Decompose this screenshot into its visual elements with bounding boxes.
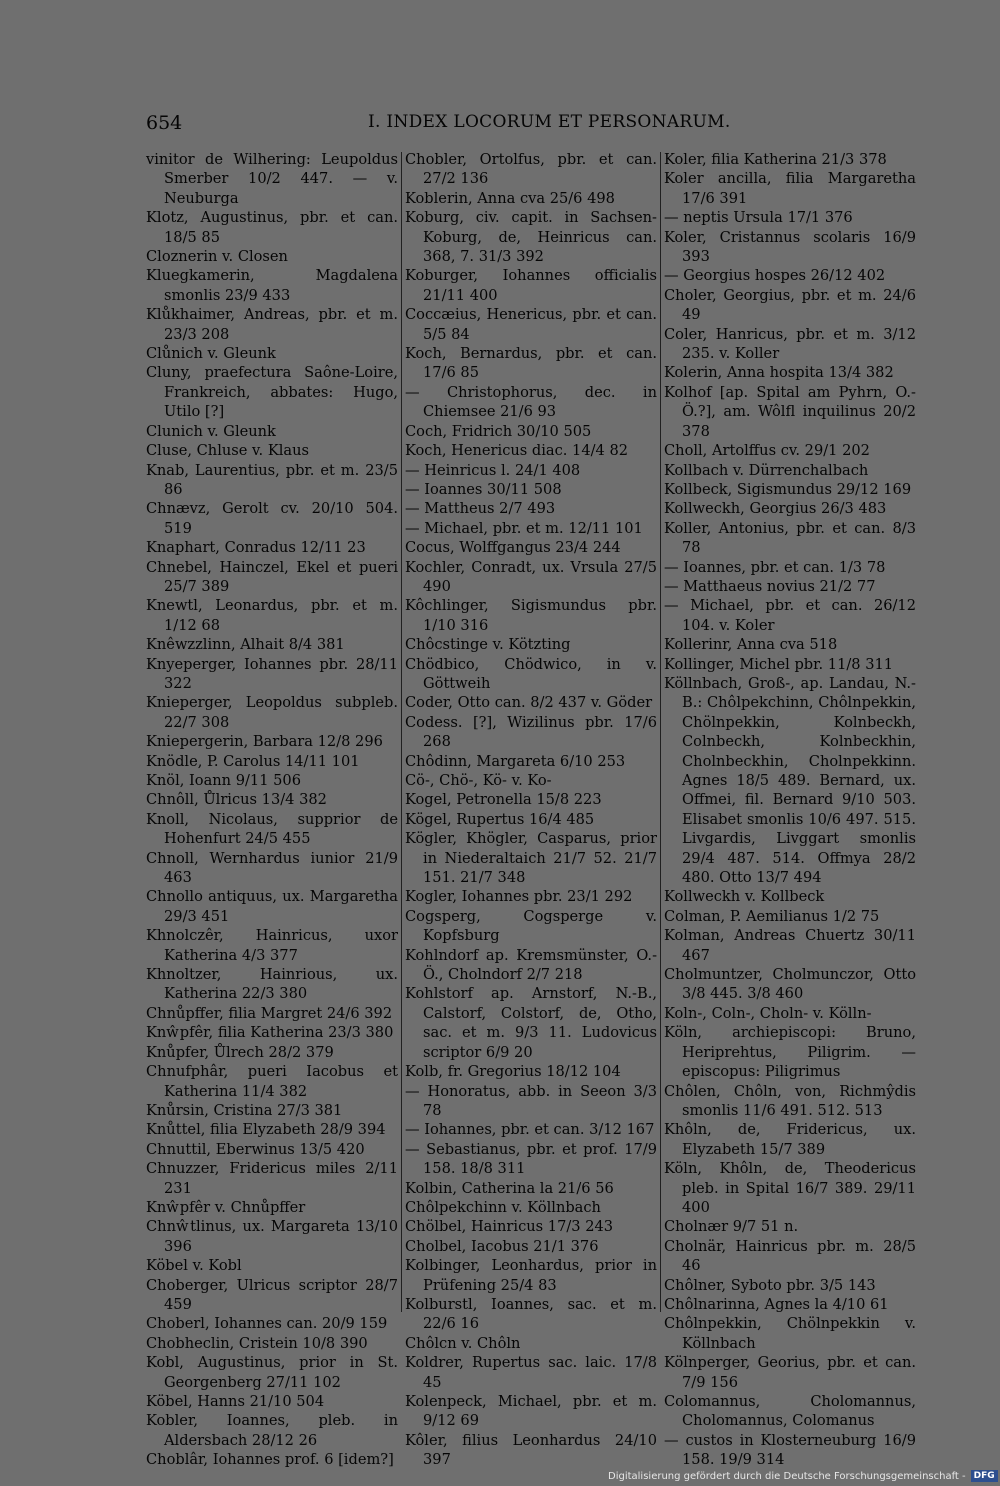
index-entry: Kohlstorf ap. Arnstorf, N.-B., Calstorf, Colstorf, de, Otho, sac. et m. 9/3 11. Ludovicus scriptor 6/9 20 xyxy=(405,985,657,1061)
index-entry: Knödle, P. Carolus 14/11 101 xyxy=(146,752,360,770)
index-entry: Knaphart, Conradus 12/11 23 xyxy=(146,539,366,557)
index-entry: Cogsperg, Cogsperge v. Kopfsburg xyxy=(405,907,657,945)
column-divider xyxy=(660,152,661,1312)
index-entry: Coder, Otto can. 8/2 437 v. Göder xyxy=(405,694,653,712)
index-entry: Koburger, Iohannes officialis 21/11 400 xyxy=(405,267,657,304)
index-entry: Kogel, Petronella 15/8 223 xyxy=(405,791,602,809)
index-entry: Koblerin, Anna cva 25/6 498 xyxy=(405,189,615,207)
index-entry: — Iohannes, pbr. et can. 3/12 167 xyxy=(405,1121,655,1139)
index-entry: Choler, Georgius, pbr. et m. 24/6 49 xyxy=(664,286,916,324)
index-entry: Cholbel, Iacobus 21/1 376 xyxy=(405,1237,599,1255)
index-entry: Koch, Henericus diac. 14/4 82 xyxy=(405,442,629,460)
index-entry: Chnollo antiquus, ux. Margaretha 29/3 451 xyxy=(146,888,398,925)
index-entry: Chnufphâr, pueri Iacobus et Katherina 11/4 382 xyxy=(146,1063,398,1100)
index-entry: Kollbach v. Dürrenchalbach xyxy=(664,461,869,479)
index-entry: — Michael, pbr. et can. 26/12 104. v. Koler xyxy=(664,597,916,634)
index-entry: Chnævz, Gerolt cv. 20/10 504. 519 xyxy=(146,500,398,537)
index-entry: Clůnich v. Gleunk xyxy=(146,345,276,363)
index-entry: Koln-, Coln-, Choln- v. Kölln- xyxy=(664,1004,872,1022)
index-entry: — Michael, pbr. et m. 12/11 101 xyxy=(405,519,643,537)
index-entry: Knůrsin, Cristina 27/3 381 xyxy=(146,1101,343,1119)
digitization-footer xyxy=(608,1470,998,1484)
index-entry: Knêwzzlinn, Alhait 8/4 381 xyxy=(146,636,345,654)
index-entry: Chnŵtlinus, ux. Margareta 13/10 396 xyxy=(146,1218,398,1255)
index-entry: — Christophorus, dec. in Chiemsee 21/6 93 xyxy=(405,383,657,421)
index-entry: Chôlnarinna, Agnes la 4/10 61 xyxy=(664,1295,889,1313)
index-entry: Colomannus, Cholomannus, Cholomannus, Colomanus xyxy=(664,1393,916,1430)
index-entry: Köbel v. Kobl xyxy=(146,1257,242,1275)
index-entry: Chôlpekchinn v. Köllnbach xyxy=(405,1198,601,1216)
index-entry: Knŵpfêr v. Chnůpffer xyxy=(146,1198,306,1216)
index-entry: Cö-, Chö-, Kö- v. Ko- xyxy=(405,772,552,789)
index-entry: Knab, Laurentius, pbr. et m. 23/5 86 xyxy=(146,461,398,498)
index-entry: Chôlcn v. Chôln xyxy=(405,1334,521,1352)
index-entry: Choberl, Iohannes can. 20/9 159 xyxy=(146,1315,388,1333)
index-entry: Chnuzzer, Fridericus miles 2/11 231 xyxy=(146,1160,398,1197)
index-entry: Khnoltzer, Hainrious, ux. Katherina 22/3 380 xyxy=(146,966,398,1003)
index-entry: Köbel, Hanns 21/10 504 xyxy=(146,1393,325,1410)
index-entry: Kolb, fr. Gregorius 18/12 104 xyxy=(405,1063,621,1081)
index-entry: Koler ancilla, filia Margaretha 17/6 391 xyxy=(664,170,916,207)
index-entry: — Matthaeus novius 21/2 77 xyxy=(664,577,876,595)
index-entry: Kölnperger, Georius, pbr. et can. 7/9 156 xyxy=(664,1354,916,1391)
index-entry: Chnôll, Ůlricus 13/4 382 xyxy=(146,791,327,809)
index-entry: Kolbin, Catherina la 21/6 56 xyxy=(405,1179,614,1197)
index-entry: Cholnär, Hainricus pbr. m. 28/5 46 xyxy=(664,1237,916,1275)
index-entry: Chobheclin, Cristein 10/8 390 xyxy=(146,1334,368,1352)
index-entry: vinitor de Wilhering: Leupoldus Smerber 10/2 447. — v. Neuburga xyxy=(146,151,398,207)
index-entry: Chobler, Ortolfus, pbr. et can. 27/2 136 xyxy=(405,151,657,188)
index-entry: Colman, P. Aemilianus 1/2 75 xyxy=(664,907,880,925)
index-entry: Köllnbach, Groß-, ap. Landau, N.-B.: Chôlpekchinn, Chôlnpekkin, Chölnpekkin, Kolnbeckh, Colnbeckh, Kolnbeckhin, Cholnbeckhin, Cholnpekkinn. Agnes 18/5 489. Bernard, ux. Offmei, fil. Bernard 9/10 503. Elisabet smonlis 10/6 497. 515. Livgardis, Livggart smonlis 29/4 487. 514. Offmya 28/2 480. Otto 13/7 494 xyxy=(664,674,916,887)
index-entry: Knöl, Ioann 9/11 506 xyxy=(146,772,301,789)
index-column-right xyxy=(664,150,916,1470)
index-entry: Cloznerin v. Closen xyxy=(146,248,288,266)
index-entry: Chôcstinge v. Kötzting xyxy=(405,636,571,654)
index-entry: Cluny, praefectura Saône-Loire, Frankreich, abbates: Hugo, Utilo [?] xyxy=(146,364,398,421)
index-entry: Coler, Hanricus, pbr. et m. 3/12 235. v. Koller xyxy=(664,325,916,363)
index-entry: Knyeperger, Iohannes pbr. 28/11 322 xyxy=(146,655,398,692)
index-entry: Kollinger, Michel pbr. 11/8 311 xyxy=(664,655,894,673)
index-entry: Knewtl, Leonardus, pbr. et m. 1/12 68 xyxy=(146,597,398,634)
index-entry: Chnebel, Hainczel, Ekel et pueri 25/7 389 xyxy=(146,558,398,595)
index-entry: Chölbel, Hainricus 17/3 243 xyxy=(405,1218,614,1236)
index-entry: — custos in Klosterneuburg 16/9 158. 19/9 314 xyxy=(664,1431,916,1469)
index-entry: Kollweckh v. Kollbeck xyxy=(664,888,825,906)
index-entry: — Mattheus 2/7 493 xyxy=(405,500,556,518)
page-header xyxy=(146,112,916,138)
index-entry: Köln, archiepiscopi: Bruno, Heriprehtus, Piligrim. — episcopus: Piligrimus xyxy=(664,1024,916,1081)
footer-text: Digitalisierung gefördert durch die Deutsche Forschungsgemeinschaft - xyxy=(608,1471,966,1482)
index-entry: Kolburstl, Ioannes, sac. et m. 22/6 16 xyxy=(405,1295,657,1333)
index-entry: Cluse, Chluse v. Klaus xyxy=(146,442,309,460)
index-entry: Koller, Antonius, pbr. et can. 8/3 78 xyxy=(664,519,916,557)
index-entry: Koldrer, Rupertus sac. laic. 17/8 45 xyxy=(405,1354,657,1391)
index-entry: Koch, Bernardus, pbr. et can. 17/6 85 xyxy=(405,345,657,382)
index-entry: Kögler, Khögler, Casparus, prior in Niederaltaich 21/7 52. 21/7 151. 21/7 348 xyxy=(405,830,657,887)
index-entry: Kniepergerin, Barbara 12/8 296 xyxy=(146,733,383,751)
column-divider xyxy=(401,152,402,1312)
index-entry: Kobl, Augustinus, prior in St. Georgenberg 27/11 102 xyxy=(146,1354,398,1391)
page-number: 654 xyxy=(146,112,183,134)
index-entry: — Sebastianus, pbr. et prof. 17/9 158. 18/8 311 xyxy=(405,1140,657,1178)
index-entry: Kögel, Rupertus 16/4 485 xyxy=(405,810,595,828)
index-entry: Cholnær 9/7 51 n. xyxy=(664,1218,799,1236)
index-entry: Cholmuntzer, Cholmunczor, Otto 3/8 445. 3/8 460 xyxy=(664,966,916,1003)
index-entry: Codess. [?], Wizilinus pbr. 17/6 268 xyxy=(405,713,657,751)
index-entry: Kolman, Andreas Chuertz 30/11 467 xyxy=(664,927,916,964)
index-entry: Chôlnpekkin, Chölnpekkin v. Köllnbach xyxy=(664,1315,916,1352)
index-entry: — neptis Ursula 17/1 376 xyxy=(664,209,853,227)
index-entry: Kollweckh, Georgius 26/3 483 xyxy=(664,500,887,518)
index-entry: Kohlndorf ap. Kremsmünster, O.-Ö., Cholndorf 2/7 218 xyxy=(405,946,657,984)
index-entry: Knůpfer, Ůlrech 28/2 379 xyxy=(146,1043,334,1061)
running-title: I. INDEX LOCORUM ET PERSONARUM. xyxy=(368,112,731,132)
index-entry: Chôdinn, Margareta 6/10 253 xyxy=(405,752,626,770)
index-entry: Chôlner, Syboto pbr. 3/5 143 xyxy=(664,1276,876,1294)
index-entry: Clunich v. Gleunk xyxy=(146,422,276,440)
index-entry: — Honoratus, abb. in Seeon 3/3 78 xyxy=(405,1082,657,1119)
index-entry: Knoll, Nicolaus, supprior de Hohenfurt 24/5 455 xyxy=(146,810,398,848)
index-entry: Klotz, Augustinus, pbr. et can. 18/5 85 xyxy=(146,209,398,246)
index-entry: Kobler, Ioannes, pleb. in Aldersbach 28/12 26 xyxy=(146,1412,398,1449)
index-entry: — Heinricus l. 24/1 408 xyxy=(405,461,581,479)
index-entry: Kolerin, Anna hospita 13/4 382 xyxy=(664,364,894,382)
index-entry: Kollbeck, Sigismundus 29/12 169 xyxy=(664,480,912,498)
index-entry: Choblâr, Iohannes prof. 6 [idem?] xyxy=(146,1451,394,1469)
index-entry: Kollerinr, Anna cva 518 xyxy=(664,636,838,654)
index-column-left xyxy=(146,150,398,1470)
index-entry: Kolhof [ap. Spital am Pyhrn, O.-Ö.?], am. Wôlfl inquilinus 20/2 378 xyxy=(664,383,916,440)
index-entry: Klůkhaimer, Andreas, pbr. et m. 23/3 208 xyxy=(146,306,398,343)
index-entry: — Ioannes, pbr. et can. 1/3 78 xyxy=(664,558,886,576)
index-entry: Kluegkamerin, Magdalena smonlis 23/9 433 xyxy=(146,267,398,304)
index-entry: Koburg, civ. capit. in Sachsen-Koburg, de, Heinricus can. 368, 7. 31/3 392 xyxy=(405,209,657,266)
index-entry: Knůttel, filia Elyzabeth 28/9 394 xyxy=(146,1121,386,1139)
index-entry: Koler, Cristannus scolaris 16/9 393 xyxy=(664,228,916,266)
index-entry: Chnuttil, Eberwinus 13/5 420 xyxy=(146,1140,365,1158)
index-entry: Choll, Artolffus cv. 29/1 202 xyxy=(664,442,870,460)
index-entry: Choberger, Ulricus scriptor 28/7 459 xyxy=(146,1276,398,1313)
index-entry: Kôchlinger, Sigismundus pbr. 1/10 316 xyxy=(405,597,657,634)
index-entry: Chödbico, Chödwico, in v. Göttweih xyxy=(405,655,657,692)
index-entry: Kogler, Iohannes pbr. 23/1 292 xyxy=(405,888,633,906)
index-entry: Köln, Khôln, de, Theodericus pleb. in Spital 16/7 389. 29/11 400 xyxy=(664,1160,916,1216)
index-entry: Chôlen, Chôln, von, Richmŷdis smonlis 11/6 491. 512. 513 xyxy=(664,1082,916,1119)
index-entry: Chnoll, Wernhardus iunior 21/9 463 xyxy=(146,849,398,887)
index-entry: Koler, filia Katherina 21/3 378 xyxy=(664,151,887,168)
index-entry: — Georgius hospes 26/12 402 xyxy=(664,267,886,285)
index-entry: Khnolczêr, Hainricus, uxor Katherina 4/3 377 xyxy=(146,927,398,964)
index-entry: Coccæius, Henericus, pbr. et can. 5/5 84 xyxy=(405,306,657,343)
index-entry: Cocus, Wolffgangus 23/4 244 xyxy=(405,539,621,557)
index-column-middle xyxy=(405,150,657,1470)
index-entry: Coch, Fridrich 30/10 505 xyxy=(405,422,592,440)
index-entry: Knŵpfêr, filia Katherina 23/3 380 xyxy=(146,1024,394,1042)
dfg-logo: DFG xyxy=(971,1470,998,1482)
index-entry: Kochler, Conradt, ux. Vrsula 27/5 490 xyxy=(405,558,657,595)
index-entry: Kolbinger, Leonhardus, prior in Prüfening 25/4 83 xyxy=(405,1257,657,1294)
index-entry: Kolenpeck, Michael, pbr. et m. 9/12 69 xyxy=(405,1393,657,1430)
index-entry: — Ioannes 30/11 508 xyxy=(405,480,562,498)
index-entry: Kôler, filius Leonhardus 24/10 397 xyxy=(405,1431,657,1469)
index-entry: Knieperger, Leopoldus subpleb. 22/7 308 xyxy=(146,694,398,731)
index-entry: Khôln, de, Fridericus, ux. Elyzabeth 15/7 389 xyxy=(664,1121,916,1158)
index-entry: Chnůpffer, filia Margret 24/6 392 xyxy=(146,1004,393,1022)
